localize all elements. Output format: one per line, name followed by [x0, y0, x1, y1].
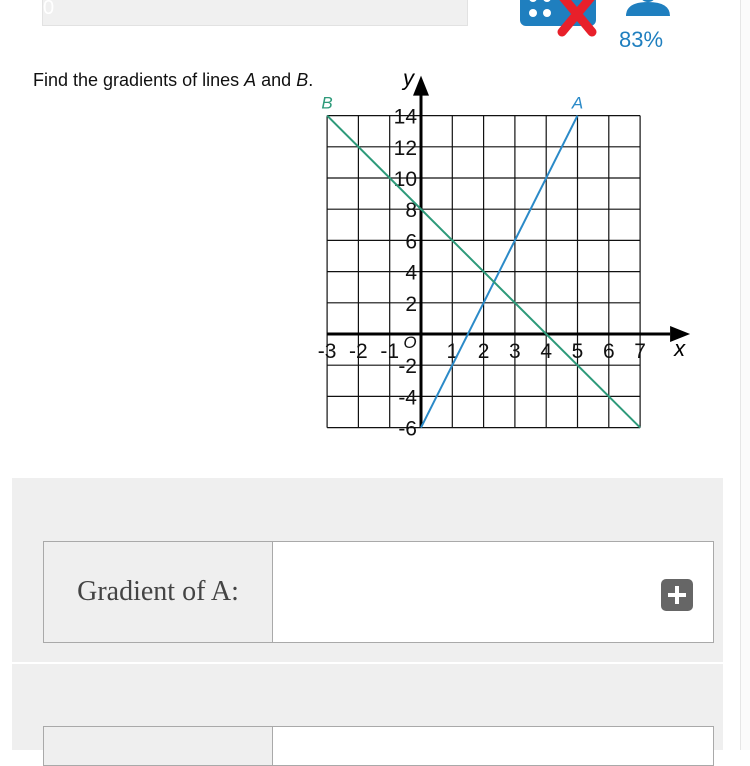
x-tick-label: 5: [571, 340, 584, 363]
answer-row-gradient-a: [43, 541, 713, 643]
question-text: Find the gradients of lines A and B.: [33, 70, 314, 90]
y-tick-label: -6: [398, 417, 417, 441]
x-axis-label: x: [674, 336, 686, 361]
answer-row-gradient-b: [43, 726, 713, 766]
x-tick-label: -2: [349, 340, 368, 363]
y-tick-label: 10: [393, 168, 417, 191]
plus-icon[interactable]: [661, 579, 693, 611]
y-tick-label: 12: [393, 136, 417, 160]
y-tick-label: 6: [405, 230, 417, 254]
score-percentage: 83%: [619, 27, 664, 52]
x-tick-label: 1: [446, 340, 459, 363]
x-tick-label: -3: [317, 340, 337, 363]
previous-answer-input[interactable]: 0: [42, 0, 468, 26]
y-tick-label: 4: [405, 261, 417, 285]
x-tick-label: 3: [509, 340, 521, 363]
gradient-a-input[interactable]: [272, 541, 714, 643]
y-tick-label: 8: [405, 199, 417, 223]
gradient-b-input[interactable]: [272, 726, 714, 766]
series-label-b: B: [321, 93, 333, 113]
x-tick-label: 4: [540, 340, 553, 363]
origin-label: O: [403, 333, 417, 352]
y-axis-arrow: [413, 76, 429, 96]
x-tick-label: 7: [634, 340, 646, 363]
answer-label-gradient-a: Gradient of A:: [77, 576, 239, 607]
y-tick-label: -4: [398, 386, 417, 410]
y-tick-label: 2: [405, 292, 417, 316]
series-label-a: A: [571, 93, 584, 113]
y-tick-label: 14: [393, 105, 417, 129]
y-axis-label: y: [403, 65, 414, 91]
x-tick-label: 2: [477, 340, 490, 363]
y-tick-label: -2: [398, 355, 417, 379]
x-tick-label: -1: [380, 340, 400, 363]
x-tick-label: 6: [602, 340, 615, 363]
